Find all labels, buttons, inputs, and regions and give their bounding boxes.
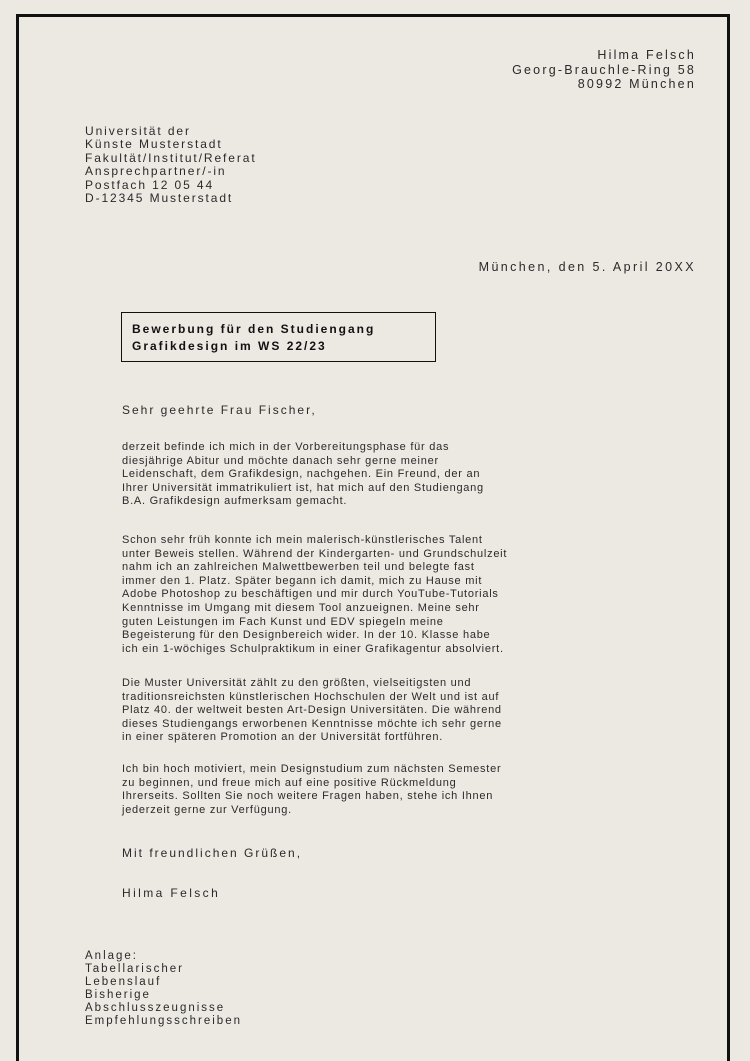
paragraph-line: guten Leistungen im Fach Kunst und EDV spiegeln meine <box>122 615 444 628</box>
attachment-item: Abschlusszeugnisse <box>85 1002 226 1014</box>
paragraph-line: Die Muster Universität zählt zu den größten, vielseitigsten und <box>122 677 472 689</box>
recipient-line: Ansprechpartner/-in <box>85 164 227 179</box>
paragraph-line: zu beginnen, und freue mich auf eine positive Rückmeldung <box>122 776 457 789</box>
body-paragraph-2 <box>122 534 632 656</box>
body-paragraph-3 <box>122 677 632 745</box>
recipient-line: D-12345 Musterstadt <box>85 191 234 206</box>
paragraph-line: Begeisterung für den Designbereich wider. In der 10. Klasse habe <box>122 629 491 642</box>
signature-name: Hilma Felsch <box>122 886 221 900</box>
attachments-list <box>85 950 242 1028</box>
attachment-item: Bisherige <box>85 989 151 1001</box>
paragraph-line: Ihrer Universität immatrikuliert ist, hat mich auf den Studiengang <box>122 481 484 494</box>
subject-line: Grafikdesign im WS 22/23 <box>132 339 327 353</box>
recipient-address <box>85 125 257 205</box>
paragraph-line: immer den 1. Platz. Später begann ich damit, mich zu Hause mit <box>122 574 483 587</box>
body-paragraph-4 <box>122 763 632 817</box>
paragraph-line: jederzeit gerne zur Verfügung. <box>122 803 292 816</box>
subject-box <box>121 312 436 362</box>
recipient-line: Postfach 12 05 44 <box>85 177 215 192</box>
paragraph-line: Ich bin hoch motiviert, mein Designstudium zum nächsten Semester <box>122 763 502 775</box>
paragraph-line: nahm ich an zahlreichen Malwettbewerben teil und belegte fast <box>122 561 475 574</box>
sender-street: Georg-Brauchle-Ring 58 <box>512 62 696 77</box>
paragraph-line: Leidenschaft, dem Grafikdesign, nachgehen. Ein Freund, der an <box>122 468 481 481</box>
attachment-item: Empfehlungsschreiben <box>85 1015 242 1027</box>
paragraph-line: Kenntnisse im Umgang mit diesem Tool anzueignen. Meine sehr <box>122 601 480 614</box>
paragraph-line: ich ein 1-wöchiges Schulpraktikum in einer Grafikagentur absolviert. <box>122 642 504 655</box>
attachment-item: Tabellarischer <box>85 963 184 975</box>
paragraph-line: Ihrerseits. Sollten Sie noch weitere Fragen haben, stehe ich Ihnen <box>122 790 494 803</box>
recipient-line: Künste Musterstadt <box>85 137 223 152</box>
subject-line: Bewerbung für den Studiengang <box>132 322 376 336</box>
paragraph-line: B.A. Grafikdesign aufmerksam gemacht. <box>122 495 348 508</box>
paragraph-line: dieses Studiengangs erworbenen Kenntnisse möchte ich sehr gerne <box>122 717 502 730</box>
paragraph-line: Adobe Photoshop zu beschäftigen und mir durch YouTube-Tutorials <box>122 588 499 601</box>
paragraph-line: in einer späteren Promotion an der Universität fortführen. <box>122 731 444 744</box>
body-paragraph-1 <box>122 441 632 509</box>
paragraph-line: traditionsreichsten künstlerischen Hochschulen der Welt und ist auf <box>122 690 500 703</box>
salutation: Sehr geehrte Frau Fischer, <box>122 403 317 417</box>
paragraph-line: derzeit befinde ich mich in der Vorbereitungsphase für das <box>122 441 450 453</box>
recipient-line: Universität der <box>85 124 191 138</box>
sender-city: 80992 München <box>577 77 696 91</box>
letter-date: München, den 5. April 20XX <box>478 260 696 274</box>
sender-name: Hilma Felsch <box>597 48 696 62</box>
sender-address <box>512 48 696 92</box>
paragraph-line: Platz 40. der weltweit besten Art-Design Universitäten. Die während <box>122 704 502 717</box>
attachments-heading: Anlage: <box>85 950 139 962</box>
paragraph-line: unter Beweis stellen. Während der Kindergarten- und Grundschulzeit <box>122 547 508 560</box>
closing: Mit freundlichen Grüßen, <box>122 846 303 860</box>
recipient-line: Fakultät/Institut/Referat <box>85 150 257 165</box>
paragraph-line: Schon sehr früh konnte ich mein malerisch-künstlerisches Talent <box>122 534 483 546</box>
paragraph-line: diesjährige Abitur und möchte danach sehr gerne meiner <box>122 454 439 467</box>
attachment-item: Lebenslauf <box>85 976 162 988</box>
